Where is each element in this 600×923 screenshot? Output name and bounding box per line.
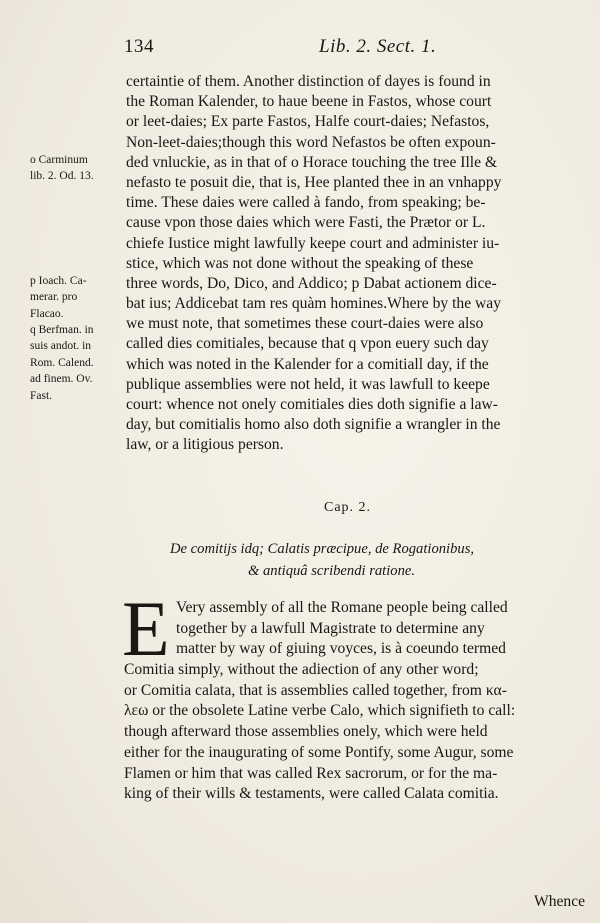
text-line: which was noted in the Kalender for a comitiall day, if the bbox=[126, 355, 489, 373]
text-line: certaintie of them. Another distinction of dayes is found in bbox=[126, 73, 491, 90]
text-line: called dies comitiales, because that q vpon euery such day bbox=[126, 335, 489, 353]
text-line: law, or a litigious person. bbox=[126, 436, 284, 454]
page-header bbox=[124, 36, 454, 62]
chapter-heading: Cap. 2. bbox=[324, 500, 372, 515]
text-line: we must note, that sometimes these court-daies were also bbox=[126, 315, 484, 333]
chapter-paragraph bbox=[122, 585, 586, 805]
text-line: the Roman Kalender, to haue beene in Fastos, whose court bbox=[126, 93, 492, 111]
text-line: chiefe Iustice might lawfully keepe court and administer iu- bbox=[126, 234, 500, 252]
drop-cap: E bbox=[122, 585, 170, 672]
body-paragraph bbox=[126, 72, 586, 456]
text-line: stice, which was not done without the speaking of these bbox=[126, 254, 474, 272]
text-line: day, but comitialis homo also doth signifie a wrangler in the bbox=[126, 416, 501, 434]
text-line: either for the inaugurating of some Pontify, some Augur, some bbox=[124, 743, 514, 761]
text-line: Very assembly of all the Romane people being called bbox=[176, 599, 508, 616]
text-line: three words, Do, Dico, and Addico; p Dabat actionem dice- bbox=[126, 274, 497, 292]
text-line: nefasto te posuit die, that is, Hee planted thee in an vnhappy bbox=[126, 173, 502, 191]
margin-note-line: suis andot. in bbox=[30, 340, 92, 353]
margin-note-line: Flacao. bbox=[30, 307, 64, 320]
margin-note-line: Rom. Calend. bbox=[30, 356, 94, 369]
chapter-subtitle: De comitijs idq; Calatis præcipue, de Rogationibus, bbox=[170, 541, 475, 557]
margin-note-line: p Ioach. Ca- bbox=[30, 274, 87, 287]
margin-note-line: q Berfman. in bbox=[30, 324, 94, 337]
margin-note-line: ad finem. Ov. bbox=[30, 373, 93, 386]
text-line: publique assemblies were not held, it was lawfull to keepe bbox=[126, 375, 490, 393]
text-line: time. These daies were called à fando, from speaking; be- bbox=[126, 194, 486, 212]
margin-note-line: lib. 2. Od. 13. bbox=[30, 170, 94, 183]
margin-notes bbox=[30, 152, 122, 404]
text-line: though afterward those assemblies onely, which were held bbox=[124, 723, 488, 741]
text-line: or Comitia calata, that is assemblies called together, from κα- bbox=[124, 681, 507, 699]
text-line: Flamen or him that was called Rex sacrorum, or for the ma- bbox=[124, 764, 498, 782]
text-line: king of their wills & testaments, were called Calata comitia. bbox=[124, 785, 499, 803]
text-line: bat ius; Addicebat tam res quàm homines.Where by the way bbox=[126, 295, 502, 313]
margin-note-line: Fast. bbox=[30, 389, 53, 402]
catchword: Whence bbox=[534, 893, 586, 910]
chapter-subtitle: & antiquâ scribendi ratione. bbox=[248, 563, 416, 579]
text-line: together by a lawfull Magistrate to determine any bbox=[176, 619, 485, 637]
margin-note-line: o Carminum bbox=[30, 154, 88, 166]
text-line: ded vnluckie, as in that of o Horace touching the tree Ille & bbox=[126, 153, 498, 171]
text-line: or leet-daies; Ex parte Fastos, Halfe court-daies; Nefastos, bbox=[126, 113, 490, 131]
text-line: λεω or the obsolete Latine verbe Calo, which signifieth to call: bbox=[124, 702, 516, 720]
text-line: Comitia simply, without the adiection of any other word; bbox=[124, 661, 479, 679]
text-line: Non-leet-daies;though this word Nefastos be often expoun- bbox=[126, 133, 496, 151]
text-line: matter by way of giuing voyces, is à coeundo termed bbox=[176, 640, 506, 658]
running-head: Lib. 2. Sect. 1. bbox=[319, 36, 437, 57]
text-line: cause vpon those daies which were Fasti, the Prætor or L. bbox=[126, 214, 486, 232]
text-line: court: whence not onely comitiales dies doth signifie a law- bbox=[126, 396, 498, 413]
page-number: 134 bbox=[124, 36, 154, 57]
margin-note-line: merar. pro bbox=[30, 291, 78, 304]
